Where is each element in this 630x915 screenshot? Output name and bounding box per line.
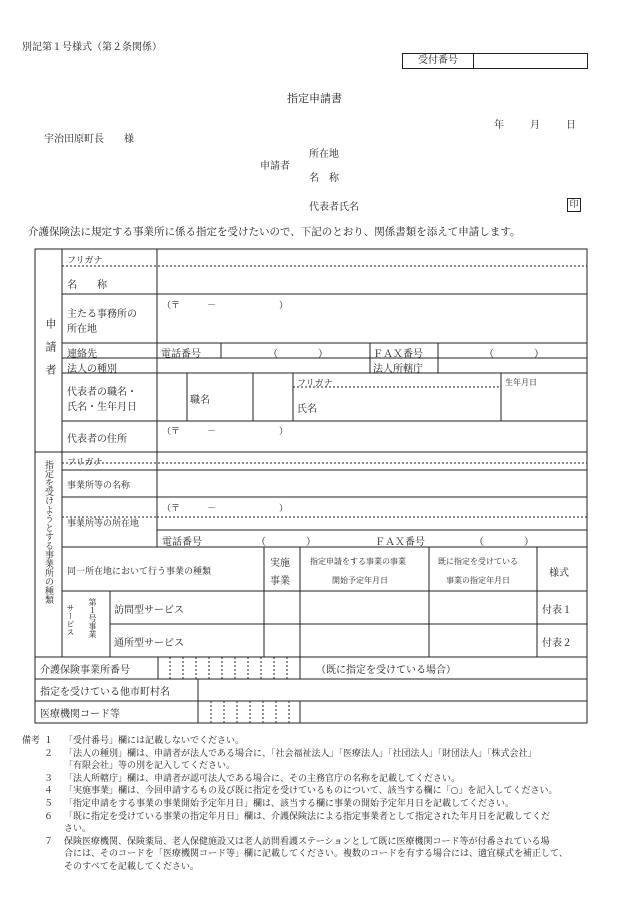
note-text: 「法人の種別」欄は、申請者が法人である場合に、「社会福祉法人」「医療法人」「社団法人」「財団法人」「株式会社」 <box>64 748 537 759</box>
note-number: ２ <box>44 748 54 759</box>
facility-side-label: 指定を受けようとする事業所の種類 <box>43 460 53 604</box>
notes-label: 備考 <box>22 736 41 746</box>
applicant-heading: 申請者 <box>260 161 290 172</box>
services-header: 同一所在地において行う事業の種類 <box>67 567 212 577</box>
facility-postal: （〒 － ） <box>162 504 289 514</box>
representative-name-label: 代表者氏名 <box>309 202 359 213</box>
note-number: １ <box>44 736 54 746</box>
note-text: 「受付番号」欄には記載しないでください。 <box>64 736 245 746</box>
service-row-2-form: 付表２ <box>542 638 572 649</box>
facility-fax-label: ＦＡＸ番号 <box>375 537 425 548</box>
care-number-note: （既に指定を受けている場合） <box>316 665 456 676</box>
rep-post-label: 職名 <box>190 395 210 406</box>
service-row-1-name: 訪問型サービス <box>114 605 184 616</box>
note-text: 「既に指定を受けている事業の指定年月日」欄は、介護保険法による指定事業者として指定された年月日を記載してくだ <box>64 811 551 822</box>
rep-label-1: 代表者の職名・ <box>67 387 137 398</box>
existing-date-label-1: 既に指定を受けている <box>438 557 518 566</box>
care-number-label: 介護保険事業所番号 <box>40 665 130 676</box>
note-text: 「指定申請をする事業の事業開始予定年月日」欄は、該当する欄に事業の開始予定年月日を記載してください。 <box>64 799 515 809</box>
note-text: 「有限会社」等の別を記入してください。 <box>64 761 236 772</box>
intro-text: 介護保険法に規定する事業所に係る指定を受けたいので、下記のとおり、関係書類を添えて申請します。 <box>28 226 521 238</box>
office-address-label-2: 所在地 <box>67 324 97 335</box>
service-row-2-name: 通所型サービス <box>114 638 184 649</box>
start-date-label-2: 開始予定年月日 <box>332 576 388 585</box>
note-number: ３ <box>44 773 54 784</box>
date-day: 日 <box>566 120 576 131</box>
rep-postal: （〒 － ） <box>162 427 289 437</box>
facility-address-label: 事業所等の所在地 <box>67 519 140 529</box>
form-column-label: 様式 <box>549 568 569 579</box>
form-label: 別記第１号様式（第２条関係） <box>22 42 162 53</box>
rep-address-label: 代表者の住所 <box>67 434 127 445</box>
note-text: さい。 <box>64 824 92 835</box>
note-number: ６ <box>44 811 54 822</box>
facility-tel-label: 電話番号 <box>162 537 202 548</box>
applicant-address-label: 所在地 <box>309 149 339 160</box>
note-number: ４ <box>44 786 54 797</box>
implement-label-2: 事業 <box>270 576 290 587</box>
applicant-fax-paren: （ ） <box>484 349 544 360</box>
start-date-label-1: 指定申請をする事業の事業 <box>310 557 406 566</box>
page-title: 指定申請書 <box>287 92 342 105</box>
service-group-label: サービス <box>66 604 75 636</box>
applicant-name-label: 名 称 <box>309 173 339 184</box>
implement-label-1: 実施 <box>270 558 290 569</box>
office-address-label-1: 主たる事務所の <box>67 309 137 320</box>
office-postal: （〒 － ） <box>162 301 289 311</box>
applicant-tel-paren: （ ） <box>268 349 328 360</box>
corp-type-label: 法人の種別 <box>67 364 117 375</box>
date-month: 月 <box>530 120 540 131</box>
applicant-fax-label: ＦＡＸ番号 <box>373 349 423 360</box>
medical-code-label: 医療機関コード等 <box>40 709 120 720</box>
addressee: 宇治田原町長 様 <box>44 134 134 145</box>
facility-furigana-label: フリガナ <box>67 458 103 468</box>
other-city-label: 指定を受けている他市町村名 <box>40 687 170 698</box>
note-text: そのすべてを記載してください。 <box>64 862 199 872</box>
service-row-1-form: 付表１ <box>542 605 572 616</box>
facility-tel-paren: （ ） <box>256 537 316 548</box>
applicant-tel-label: 電話番号 <box>161 349 201 360</box>
note-number: ５ <box>44 799 54 809</box>
facility-fax-paren: （ ） <box>474 537 534 548</box>
seal-mark: 印 <box>567 198 581 212</box>
note-text: 「実施事業」欄は、今回申請するもの及び既に指定を受けているものについて、該当する欄に「○」を記入してください。 <box>64 786 558 797</box>
note-text: 保険医療機関、保険薬局、老人保健施設又は老人訪問看護ステーションとして既に医療機関コード等が付番されている場 <box>64 836 550 847</box>
applicant-furigana-label: フリガナ <box>67 256 103 266</box>
date-year: 年 <box>494 120 504 131</box>
rep-furigana-label: フリガナ <box>297 379 333 389</box>
rep-label-2: 氏名・生年月日 <box>67 402 137 413</box>
note-number: ７ <box>44 836 54 847</box>
receipt-number-label: 受付番号 <box>403 54 474 68</box>
contact-label: 連絡先 <box>67 349 97 360</box>
applicant-side-label: 申請者 <box>44 318 57 387</box>
rep-birth-label: 生年月日 <box>505 378 537 387</box>
note-text: 「法人所轄庁」欄は、申請者が認可法人である場合に、その主務官庁の名称を記載してください。 <box>64 773 461 784</box>
applicant-name-field-label: 名 称 <box>67 280 107 291</box>
no1-group-label: 第１号事業 <box>88 598 97 638</box>
existing-date-label-2: 事業の指定年月日 <box>446 576 510 585</box>
note-text: 合には、そのコードを「医療機関コード等」欄に記載してください。複数のコードを有する場合には、適宜様式を補正して、 <box>64 849 568 860</box>
facility-name-label: 事業所等の名称 <box>67 481 131 491</box>
corp-office-label: 法人所轄庁 <box>373 364 423 375</box>
rep-name-label: 氏名 <box>297 404 317 415</box>
